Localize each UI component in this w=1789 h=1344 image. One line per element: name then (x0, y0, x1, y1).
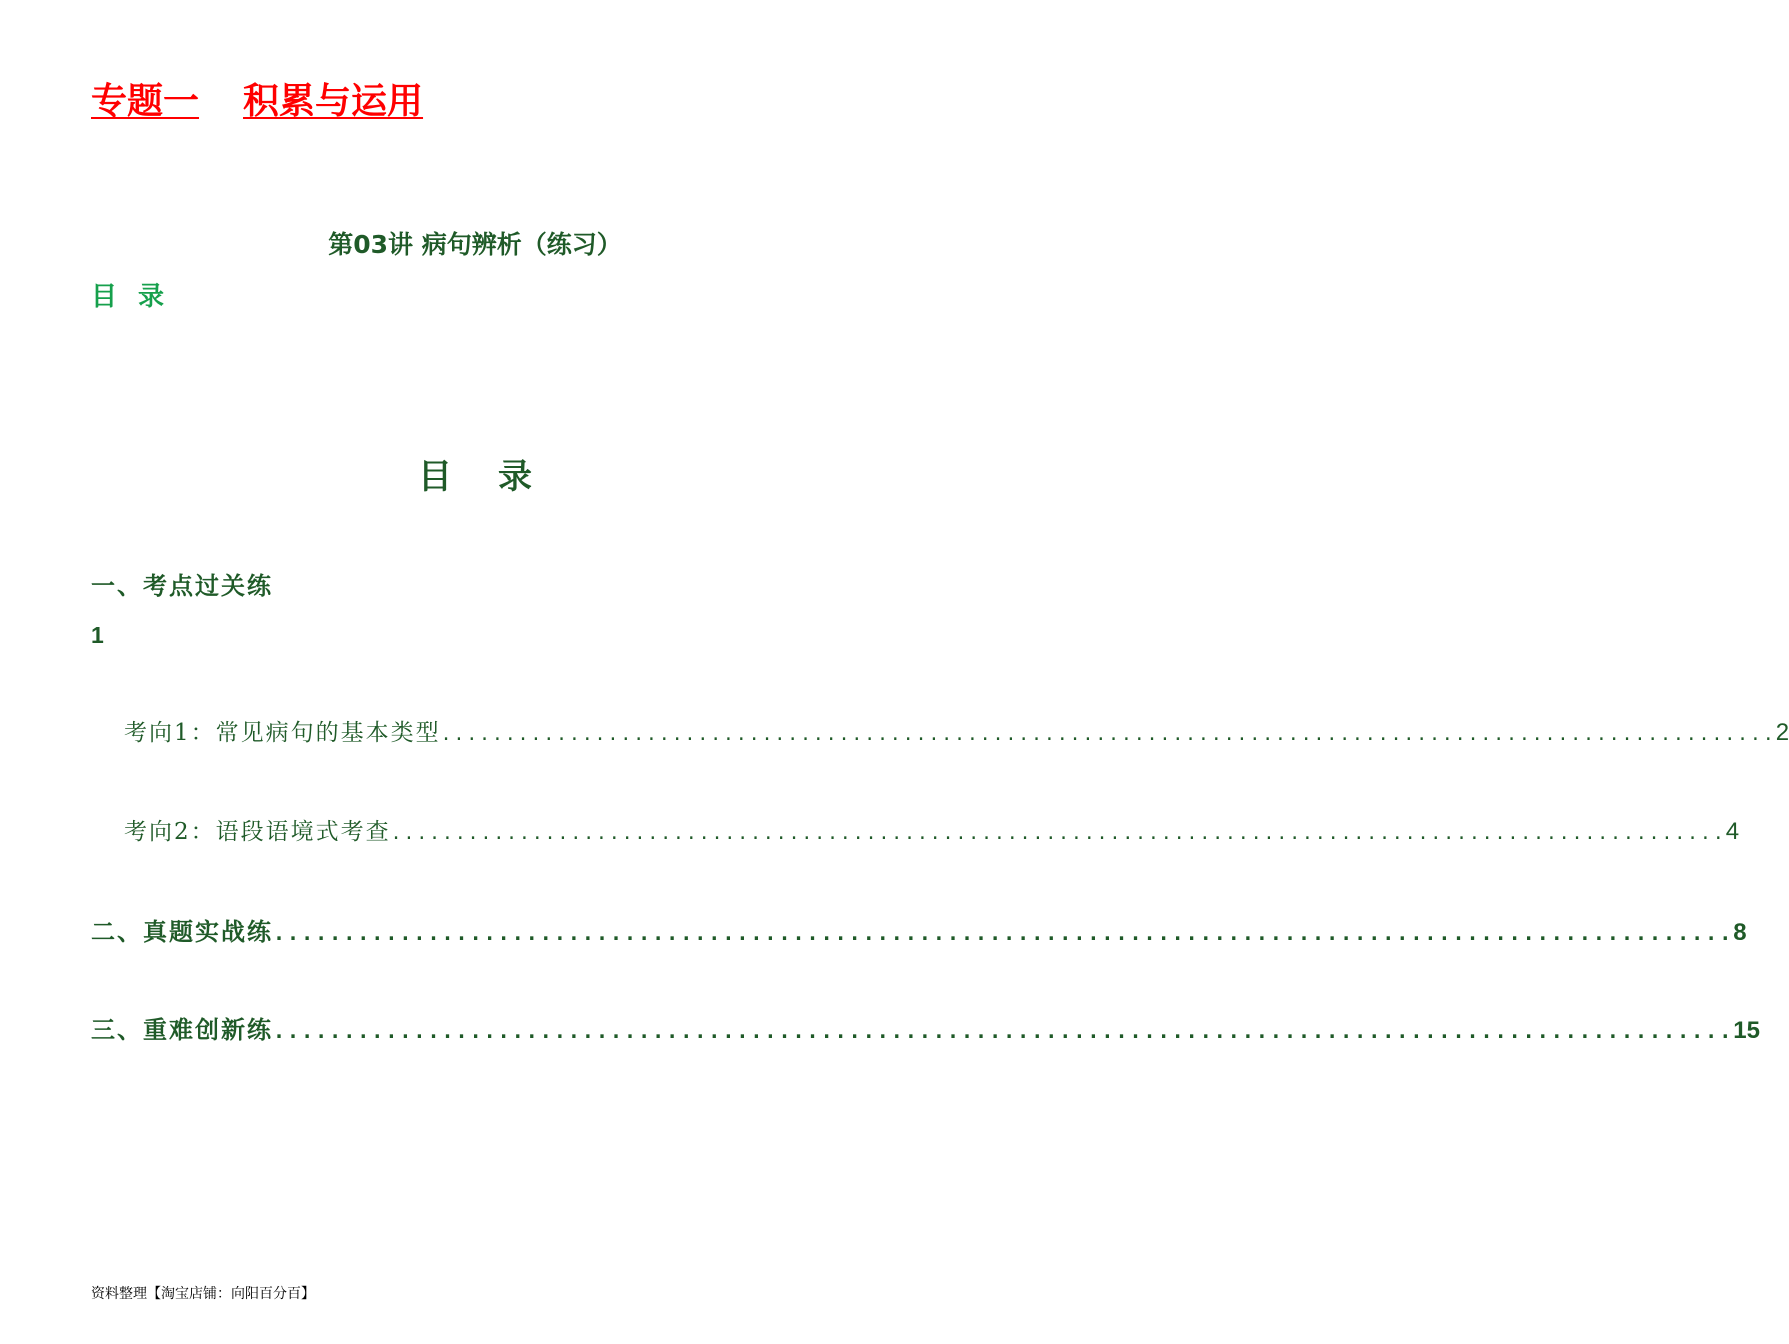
toc-sub-entry-2[interactable] (124, 814, 1740, 852)
toc-sub-entry-1-page: 2 (1775, 719, 1789, 746)
toc-section-3[interactable] (91, 1010, 1760, 1051)
toc-section-3-page: 15 (1733, 1017, 1760, 1044)
dot-leader: ........................................................................................................ (273, 1019, 1734, 1043)
toc-sub-entry-1-label: 考向1：常见病句的基本类型 (124, 720, 441, 746)
lecture-title: 第03讲 病句辨析（练习） (328, 230, 622, 259)
toc-sub-entry-2-page: 4 (1725, 818, 1740, 845)
toc-sub-entry-2-label: 考向2：语段语境式考查 (124, 819, 391, 845)
toc-section-3-label: 三、重难创新练 (91, 1015, 273, 1044)
toc-section-1-page[interactable]: 1 (91, 622, 104, 648)
dot-leader: ........................................................................................................ (390, 823, 1726, 844)
topic-title (91, 78, 423, 126)
topic-name: 积累与运用 (243, 81, 424, 122)
toc-section-2-page: 8 (1733, 919, 1747, 946)
dot-leader: ........................................................................................................ (273, 921, 1734, 945)
toc-small-label: 目 录 (91, 282, 171, 312)
dot-leader: ........................................................................................................ (440, 724, 1776, 745)
toc-heading: 目录 (418, 457, 578, 497)
toc-sub-entry-1[interactable] (124, 715, 1789, 753)
topic-number: 专题一 (91, 81, 200, 122)
toc-section-1-label[interactable]: 一、考点过关练 (91, 571, 273, 600)
page-footer: 资料整理【淘宝店铺：向阳百分百】 (91, 1286, 315, 1302)
toc-section-2[interactable] (91, 912, 1747, 953)
toc-section-2-label: 二、真题实战练 (91, 917, 273, 946)
